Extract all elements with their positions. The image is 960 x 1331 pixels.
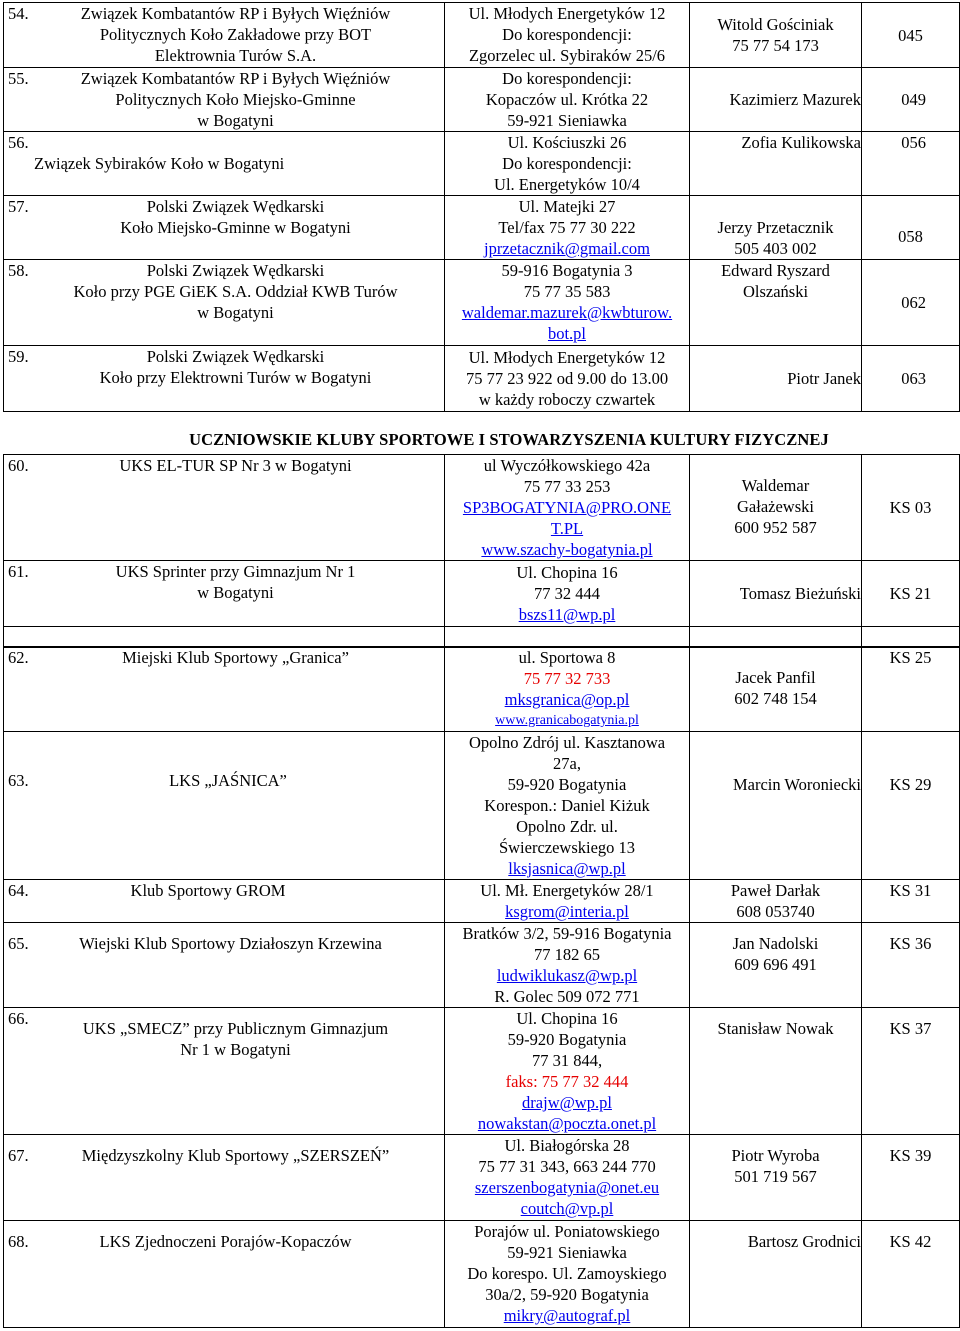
contact-cell: Kazimierz Mazurek — [690, 68, 862, 132]
org-name-line: Nr 1 w Bogatyni — [180, 1040, 291, 1059]
org-name-line: Politycznych Koło Zakładowe przy BOT — [99, 25, 372, 44]
row-number: 65. — [8, 934, 29, 953]
row-number: 61. — [8, 562, 29, 581]
email-link[interactable]: jprzetacznik@gmail.com — [484, 239, 650, 258]
contact-cell: Paweł Darłak 608 053740 — [690, 880, 862, 923]
row-number: 57. — [8, 197, 29, 216]
code-cell: 063 — [862, 346, 960, 412]
contact-cell: Bartosz Grodnici — [690, 1221, 862, 1328]
address-cell: Ul. Młodych Energetyków 12 Do korespondencji: Zgorzelec ul. Sybiraków 25/6 — [445, 3, 690, 68]
org-name-line: LKS „JAŚNICA” — [169, 771, 287, 790]
website-link[interactable]: www.granicabogatynia.pl — [495, 713, 639, 728]
org-name-line: Polski Związek Wędkarski — [146, 347, 325, 366]
email-link[interactable]: mksgranica@op.pl — [504, 690, 630, 709]
sports-clubs-table-b — [3, 646, 960, 1328]
contact-cell: Jerzy Przetacznik 505 403 002 — [690, 196, 862, 260]
code-cell: KS 39 — [862, 1135, 960, 1221]
org-name-line: UKS „SMECZ” przy Publicznym Gimnazjum — [82, 1019, 389, 1038]
table-row — [4, 923, 960, 1008]
row-number: 64. — [8, 881, 29, 900]
org-name-line: Wiejski Klub Sportowy Działoszyn Krzewina — [79, 934, 382, 953]
code-cell: KS 31 — [862, 880, 960, 923]
contact-cell: Stanisław Nowak — [690, 1008, 862, 1135]
row-number: 58. — [8, 261, 29, 280]
table-row — [4, 196, 960, 260]
table-row — [4, 346, 960, 412]
org-name-line: Związek Kombatantów RP i Byłych Więźniów — [80, 69, 391, 88]
email-link[interactable]: waldemar.mazurek@kwbturow. — [461, 303, 673, 322]
row-number: 63. — [8, 771, 29, 790]
table-row — [4, 880, 960, 923]
table-row — [4, 1008, 960, 1135]
website-link[interactable]: www.szachy-bogatynia.pl — [481, 540, 653, 559]
row-number: 54. — [8, 4, 29, 23]
contact-cell: Waldemar Gałażewski 600 952 587 — [690, 455, 862, 561]
address-cell: Ul. Matejki 27 Tel/fax 75 77 30 222 jprzetacznik@gmail.com — [445, 196, 690, 260]
contact-cell: Marcin Woroniecki — [690, 732, 862, 880]
email-link[interactable]: bot.pl — [547, 324, 587, 343]
contact-cell: Piotr Wyroba 501 719 567 — [690, 1135, 862, 1221]
code-cell: 045 — [862, 3, 960, 68]
code-cell: KS 42 — [862, 1221, 960, 1328]
org-name-line: Koło Miejsko-Gminne w Bogatyni — [120, 218, 351, 237]
table-row — [4, 732, 960, 880]
org-name-line: w Bogatyni — [197, 583, 274, 602]
email-link[interactable]: coutch@vp.pl — [520, 1199, 614, 1218]
address-cell: ul. Sportowa 8 75 77 32 733 mksgranica@op.pl www.granicabogatynia.pl — [445, 647, 690, 732]
org-name-line: LKS Zjednoczeni Porajów-Kopaczów — [99, 1232, 352, 1251]
row-number: 60. — [8, 456, 29, 475]
contact-cell: Edward Ryszard Olszański — [690, 260, 862, 346]
address-cell: ul Wyczółkowskiego 42a 75 77 33 253 SP3BOGATYNIA@PRO.ONE T.PL www.szachy-bogatynia.pl — [445, 455, 690, 561]
contact-cell: Tomasz Bieżuński — [690, 561, 862, 627]
contact-cell: Piotr Janek — [690, 346, 862, 412]
code-cell: 049 — [862, 68, 960, 132]
section-heading: UCZNIOWSKIE KLUBY SPORTOWE I STOWARZYSZENIA KULTURY FIZYCZNEJ — [189, 430, 829, 449]
code-cell: KS 29 — [862, 732, 960, 880]
org-name-line: Międzyszkolny Klub Sportowy „SZERSZEŃ” — [81, 1146, 390, 1165]
contact-cell: Jan Nadolski 609 696 491 — [690, 923, 862, 1008]
org-name-line: Polski Związek Wędkarski — [146, 261, 325, 280]
address-cell: Ul. Chopina 16 77 32 444 bszs11@wp.pl — [445, 561, 690, 627]
code-cell: KS 37 — [862, 1008, 960, 1135]
org-name-line: Związek Sybiraków Koło w Bogatyni — [34, 154, 285, 173]
address-cell: Bratków 3/2, 59-916 Bogatynia 77 182 65 ludwiklukasz@wp.pl R. Golec 509 072 771 — [445, 923, 690, 1008]
org-name-line: Miejski Klub Sportowy „Granica” — [122, 648, 349, 667]
org-name-line: Koło przy PGE GiEK S.A. Oddział KWB Turów — [73, 282, 398, 301]
row-number: 67. — [8, 1146, 29, 1165]
address-cell: Ul. Chopina 16 59-920 Bogatynia 77 31 844, faks: 75 77 32 444 drajw@wp.pl nowakstan@poczta.onet.pl — [445, 1008, 690, 1135]
org-name-line: w Bogatyni — [197, 303, 274, 322]
row-number: 56. — [8, 133, 29, 152]
email-link[interactable]: ksgrom@interia.pl — [505, 902, 629, 921]
table-row — [4, 1135, 960, 1221]
table-row — [4, 68, 960, 132]
table-row — [4, 132, 960, 196]
table-row — [4, 260, 960, 346]
email-link[interactable]: lksjasnica@wp.pl — [508, 859, 626, 878]
org-name-line: Klub Sportowy GROM — [130, 881, 286, 900]
address-cell: Ul. Młodych Energetyków 12 75 77 23 922 od 9.00 do 13.00 w każdy roboczy czwartek — [445, 346, 690, 412]
organizations-table-top — [3, 2, 960, 412]
email-link[interactable]: szerszenbogatynia@onet.eu — [474, 1178, 660, 1197]
email-link[interactable]: mikry@autograf.pl — [503, 1306, 631, 1325]
address-cell: Ul. Mł. Energetyków 28/1 ksgrom@interia.pl — [445, 880, 690, 923]
email-link[interactable]: T.PL — [550, 519, 584, 538]
address-cell: 59-916 Bogatynia 3 75 77 35 583 waldemar.mazurek@kwbturow. bot.pl — [445, 260, 690, 346]
email-link[interactable]: SP3BOGATYNIA@PRO.ONE — [462, 498, 672, 517]
table-row-empty — [4, 627, 960, 648]
address-cell: Porajów ul. Poniatowskiego 59-921 Sieniawka Do korespo. Ul. Zamoyskiego 30a/2, 59-920 Bogatynia mikry@autograf.pl — [445, 1221, 690, 1328]
org-name-line: Elektrownia Turów S.A. — [154, 46, 317, 65]
table-row — [4, 561, 960, 627]
row-number: 62. — [8, 648, 29, 667]
org-name-line: w Bogatyni — [197, 111, 274, 130]
code-cell: 062 — [862, 260, 960, 346]
address-cell: Ul. Białogórska 28 75 77 31 343, 663 244 770 szerszenbogatynia@onet.eu coutch@vp.pl — [445, 1135, 690, 1221]
sports-clubs-table-a — [3, 454, 960, 648]
email-link[interactable]: drajw@wp.pl — [522, 1093, 612, 1112]
code-cell: 058 — [862, 196, 960, 260]
org-name-line: Politycznych Koło Miejsko-Gminne — [115, 90, 356, 109]
code-cell: KS 36 — [862, 923, 960, 1008]
code-cell: KS 21 — [862, 561, 960, 627]
table-row — [4, 3, 960, 68]
email-link[interactable]: bszs11@wp.pl — [518, 605, 616, 624]
org-name-line: Polski Związek Wędkarski — [146, 197, 325, 216]
table-row — [4, 647, 960, 732]
code-cell: KS 03 — [862, 455, 960, 561]
row-number: 66. — [8, 1009, 29, 1028]
row-number: 68. — [8, 1232, 29, 1251]
contact-cell: Jacek Panfil 602 748 154 — [690, 647, 862, 732]
row-number: 59. — [8, 347, 29, 366]
row-number: 55. — [8, 69, 29, 88]
table-row — [4, 455, 960, 561]
org-name-line: Koło przy Elektrowni Turów w Bogatyni — [99, 368, 372, 387]
code-cell: KS 25 — [862, 647, 960, 732]
contact-cell: Zofia Kulikowska — [690, 132, 862, 196]
email-link[interactable]: ludwiklukasz@wp.pl — [496, 966, 638, 985]
org-name-line: UKS Sprinter przy Gimnazjum Nr 1 — [115, 562, 356, 581]
contact-cell: Witold Gościniak 75 77 54 173 — [690, 3, 862, 68]
address-cell: Ul. Kościuszki 26 Do korespondencji: Ul. Energetyków 10/4 — [445, 132, 690, 196]
address-cell: Opolno Zdrój ul. Kasztanowa 27a, 59-920 Bogatynia Korespon.: Daniel Kiżuk Opolno Zdr. ul. Świerczewskiego 13 lksjasnica@wp.pl — [445, 732, 690, 880]
email-link[interactable]: nowakstan@poczta.onet.pl — [477, 1114, 657, 1133]
org-name-line: UKS EL-TUR SP Nr 3 w Bogatyni — [119, 456, 352, 475]
address-cell: Do korespondencji: Kopaczów ul. Krótka 22 59-921 Sieniawka — [445, 68, 690, 132]
table-row — [4, 1221, 960, 1328]
code-cell: 056 — [862, 132, 960, 196]
org-name-line: Związek Kombatantów RP i Byłych Więźniów — [80, 4, 391, 23]
